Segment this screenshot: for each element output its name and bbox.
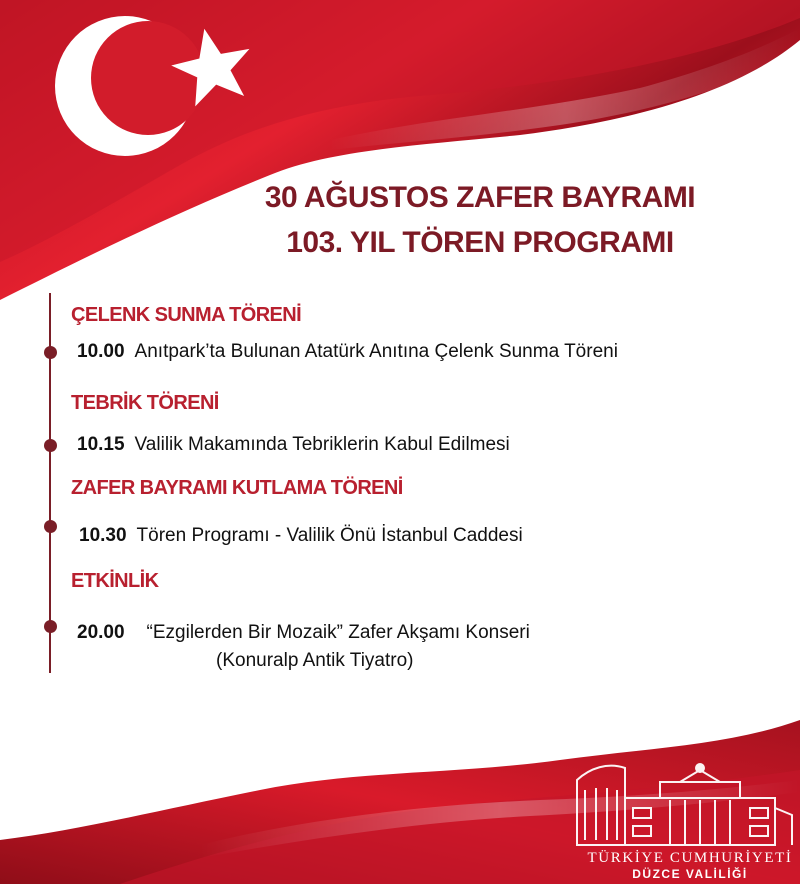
page-title-line-1: 30 AĞUSTOS ZAFER BAYRAMI (264, 181, 696, 214)
program-description: “Ezgilerden Bir Mozaik” Zafer Akşamı Konseri (146, 622, 530, 643)
section-heading-celebration-ceremony: ZAFER BAYRAMI KUTLAMA TÖRENİ (71, 477, 403, 499)
program-time: 10.30 (79, 525, 127, 546)
program-description: Anıtpark’ta Bulunan Atatürk Anıtına Çelenk Sunma Töreni (134, 341, 618, 362)
program-time: 20.00 (77, 622, 125, 643)
logo-text-republic: TÜRKİYE CUMHURİYETİ (587, 850, 793, 866)
program-time: 10.00 (77, 341, 125, 362)
program-item (79, 525, 523, 547)
program-description: Tören Programı - Valilik Önü İstanbul Caddesi (136, 525, 523, 546)
section-heading-congratulation-ceremony: TEBRİK TÖRENİ (71, 392, 219, 414)
timeline-dot (44, 520, 57, 533)
timeline-dot (44, 620, 57, 633)
page-title-line-2: 103. YIL TÖREN PROGRAMI (286, 226, 674, 259)
timeline-dot (44, 346, 57, 359)
program-item (77, 622, 530, 644)
program-item (77, 434, 510, 456)
program-subdescription: (Konuralp Antik Tiyatro) (216, 650, 414, 671)
program-description: Valilik Makamında Tebriklerin Kabul Edilmesi (134, 434, 510, 455)
section-heading-wreath-ceremony: ÇELENK SUNMA TÖRENİ (71, 304, 302, 326)
timeline-dot (44, 439, 57, 452)
program-time: 10.15 (77, 434, 125, 455)
logo-text-governorship: DÜZCE VALİLİĞİ (632, 867, 748, 881)
section-heading-event: ETKİNLİK (71, 570, 159, 592)
program-item (77, 341, 618, 363)
